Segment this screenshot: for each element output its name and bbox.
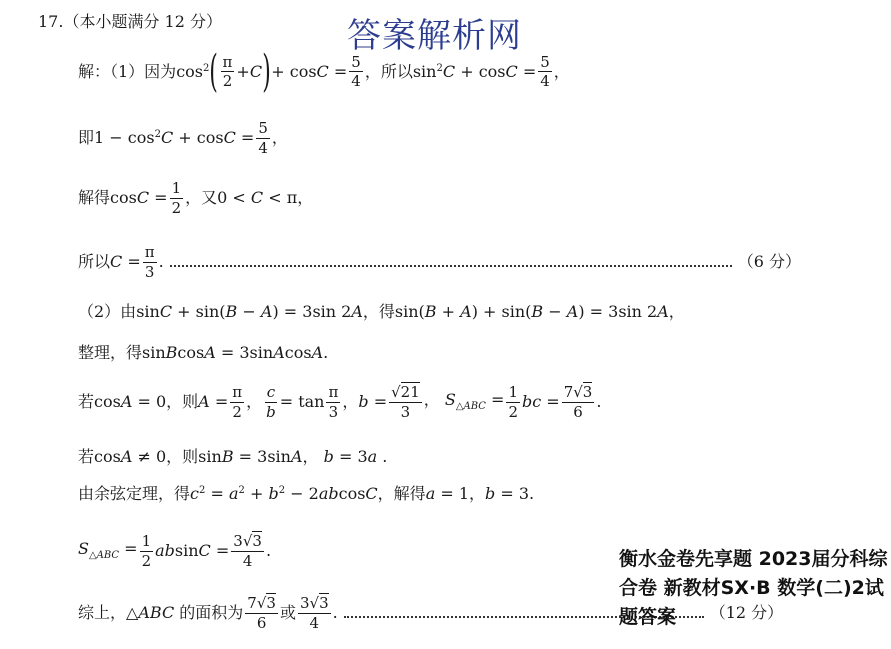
- score-label: （6 分）: [737, 252, 801, 271]
- solution-line-2: 即 $1 - \cos^2C + \cos C$ = $\frac{5}{4}$ ，: [78, 119, 288, 157]
- source-overlay-text: 衡水金卷先享题 2023届分科综合卷 新教材SX·B 数学(二)2试题答案: [619, 548, 888, 628]
- watermark-text: 答案解析网: [347, 16, 522, 56]
- solution-line-1: 解：（1）因为 $\cos^2$ ( $\frac{\pi}{2}$ +C ) + cosC = $\frac{5}{4}$ ，所以 $\sin^2C + \cos C$ = $\frac{5}{4}$ ，: [78, 46, 570, 97]
- solution-line-6: 整理，得 sinBcosA = 3sinAcosA .: [78, 343, 329, 362]
- solution-line-11: 综上， △ABC 的面积为 $\frac{7√3}{6}$ 或 $\frac{3√3}{4}$ . （12 分）: [78, 594, 784, 632]
- solution-line-3: 解得 cosC = $\frac{1}{2}$ ，又 0 < C < π ，: [78, 179, 314, 217]
- solution-line-7: 若 cosA = 0 ，则 A = $\frac{\pi}{2}$ ， $\frac{c}{b}$ = tan $\frac{\pi}{3}$ ，b = $\frac{√21}{3}$ ， $S_{\triangle ABC}$ = $\frac{1}{2}$ bc = $\frac{7√3}{6}$ .: [78, 383, 602, 421]
- solution-line-9: 由余弦定理，得 $c^2 = a^2 + b^2 - 2abcosC$ ，解得 a = 1，b = 3.: [78, 484, 535, 503]
- solution-line-8: 若 cosA ≠ 0 ，则 sinB = 3sinA， b = 3a .: [78, 447, 388, 466]
- solution-line-10: $S_{\triangle ABC}$ = $\frac{1}{2}$ absinC = $\frac{3√3}{4}$ .: [78, 532, 272, 570]
- problem-header: 17.（本小题满分 12 分）: [38, 12, 222, 31]
- solution-line-5: （2）由 sinC + sin(B − A) = 3sin 2A ，得 sin(B + A) + sin(B − A) = 3sin 2A ，: [78, 302, 685, 321]
- score-label: （12 分）: [709, 603, 784, 622]
- solution-line-4: 所以 C = $\frac{\pi}{3}$ . （6 分）: [78, 243, 801, 281]
- score-dots: [170, 265, 732, 267]
